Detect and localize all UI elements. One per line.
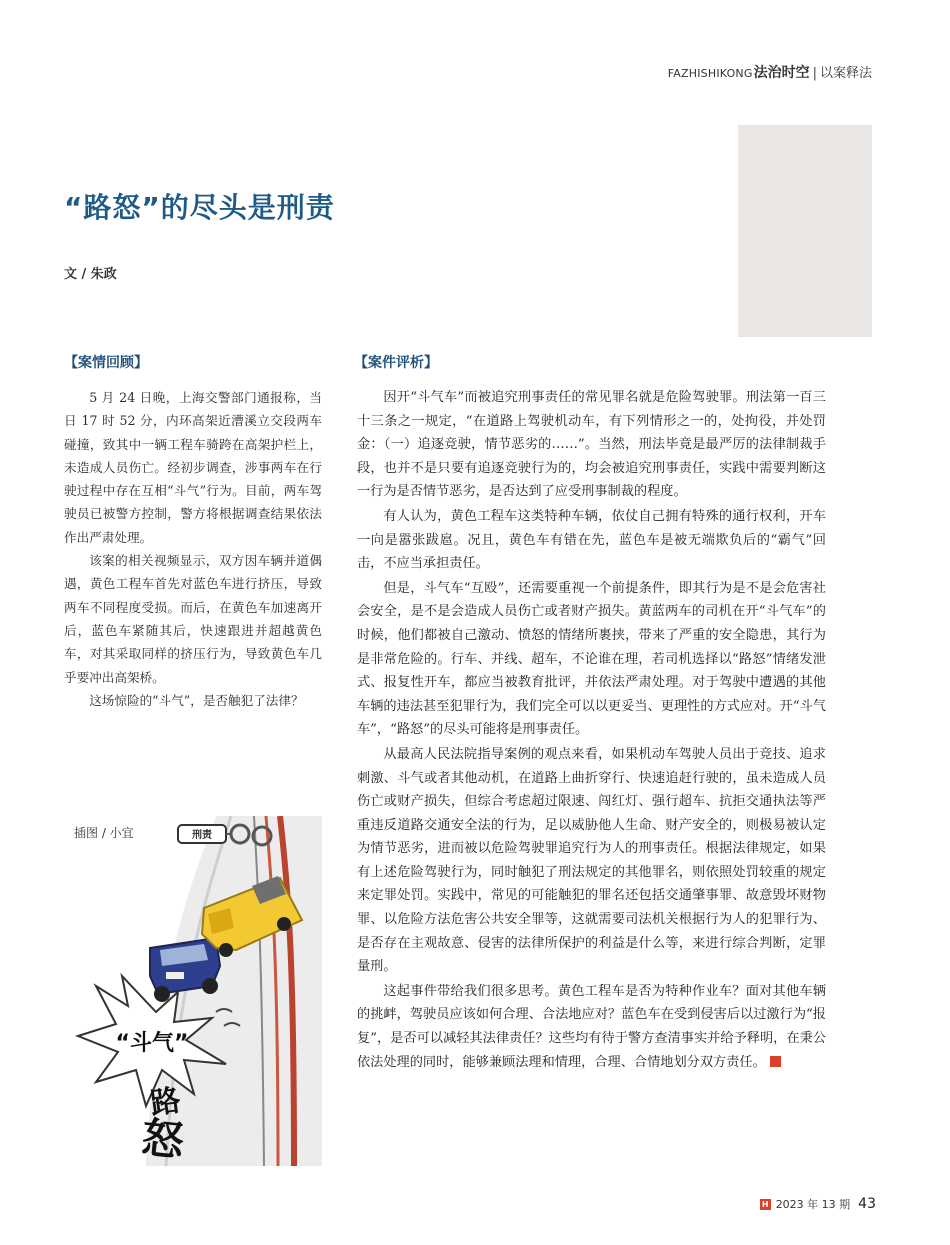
case-analysis-paragraph: 有人认为，黄色工程车这类特种车辆，依仗自己拥有特殊的通行权利，开车一向是嚣张跋扈。况且，黄色车有错在先，蓝色车是被无端欺负后的“霸气”回击，不应当承担责任。 bbox=[357, 508, 826, 572]
article-byline: 文 / 朱政 bbox=[64, 267, 117, 282]
case-analysis-last-text: 这起事件带给我们很多思考。黄色工程车是否为特种作业车？面对其他车辆的挑衅，驾驶员应该如何合理、合法地应对？蓝色车在受到侵害后以过激行为“报复”，是否可以减轻其法律责任？这些均有待于警方查清事实并给予释明，在秉公依法处理的同时，能够兼顾法理和情理，合理、合情地划分双方责任。 bbox=[357, 983, 826, 1070]
page-number: 43 bbox=[858, 1196, 876, 1212]
header-pinyin: FAZHISHIKONG bbox=[667, 67, 753, 80]
case-analysis-column bbox=[357, 386, 826, 1074]
article-title: “路怒”的尽头是刑责 bbox=[64, 191, 335, 224]
page-footer bbox=[760, 1196, 876, 1212]
header-subsection: 以案释法 bbox=[819, 66, 872, 81]
magazine-logo-icon: H bbox=[760, 1199, 771, 1210]
road-rage-illustration bbox=[66, 816, 322, 1166]
illustration-svg bbox=[66, 816, 322, 1166]
case-analysis-paragraph: 因开“斗气车”而被追究刑事责任的常见罪名就是危险驾驶罪。刑法第一百三十三条之一规定，“在道路上驾驶机动车，有下列情形之一的，处拘役，并处罚金：（一）追逐竞驶，情节恶劣的……”。当然，刑法毕竟是最严厉的法律制裁手段，也并不是只要有追逐竞驶行为的，均会被追究刑事责任，实践中需要判断这一行为是否情节恶劣，是否达到了应受刑事制裁的程度。 bbox=[357, 390, 826, 500]
case-review-heading: 【案情回顾】 bbox=[64, 355, 148, 371]
case-analysis-paragraph: 从最高人民法院指导案例的观点来看，如果机动车驾驶人员出于竞技、追求刺激、斗气或者其他动机，在道路上曲折穿行、快速追赶行驶的，虽未造成人员伤亡或财产损失，但综合考虑超过限速、闯红灯、强行超车、抗拒交通执法等严重违反道路交通安全法的行为，足以威胁他人生命、财产安全的，则极易被认定为情节恶劣，进而被以危险驾驶罪追究行为人的刑事责任。根据法律规定，如果有上述危险驾驶行为，同时触犯了刑法规定的其他罪名，则依照处罚较重的规定来定罪处罚。实践中，常见的可能触犯的罪名还包括交通肇事罪、故意毁坏财物罪、以危险方法危害公共安全罪等，这就需要司法机关根据行为人的犯罪行为、是否存在主观故意、侵害的法律所保护的利益是什么等，来进行综合判断，定罪量刑。 bbox=[357, 746, 826, 975]
case-review-paragraph: 这场惊险的“斗气”，是否触犯了法律？ bbox=[89, 692, 304, 708]
running-header bbox=[668, 62, 872, 82]
lu-character: 路 bbox=[148, 1083, 183, 1122]
case-review-paragraph: 该案的相关视频显示，双方因车辆并道偶遇，黄色工程车首先对蓝色车进行挤压，导致两车不同程度受损。而后，在黄色车加速离开后，蓝色车紧随其后，快速跟进并超越黄色车，对其采取同样的挤压行为，导致黄色车几乎要冲出高架桥。 bbox=[64, 553, 322, 685]
case-review-paragraph: 5 月 24 日晚，上海交警部门通报称，当日 17 时 52 分，内环高架近漕溪立交段两车碰撞，致其中一辆工程车骑跨在高架护栏上，未造成人员伤亡。经初步调查，涉事两车在行驶过程中存在互相“斗气”行为。目前，两车驾驶员已被警方控制，警方将根据调查结果依法作出严肃处理。 bbox=[64, 390, 322, 545]
case-review-column bbox=[64, 386, 322, 712]
header-separator: | bbox=[812, 66, 817, 81]
illustration-caption: 插图 / 小宜 bbox=[74, 826, 134, 840]
header-section: 法治时空 bbox=[753, 65, 810, 81]
douqi-text: “斗气” bbox=[115, 1031, 189, 1056]
end-mark-icon bbox=[770, 1056, 781, 1067]
issue-label: 2023 年 13 期 bbox=[775, 1198, 851, 1211]
nu-character: 怒 bbox=[139, 1112, 187, 1166]
case-analysis-paragraph: 但是，斗气车“互殴”，还需要重视一个前提条件，即其行为是不是会危害社会安全，是不是会造成人员伤亡或者财产损失。黄蓝两车的司机在开“斗气车”的时候，他们都被自己激动、愤怒的情绪所裹挟，带来了严重的安全隐患，其行为是非常危险的。行车、并线、超车，不论谁在理，若司机选择以“路怒”情绪发泄式、报复性开车，都应当被教育批评，并依法严肃处理。对于驾驶中遭遇的其他车辆的违法甚至犯罪行为，我们完全可以以更妥当、更理性的方式应对。开“斗气车”，“路怒”的尽头可能将是刑事责任。 bbox=[357, 580, 826, 738]
case-analysis-heading: 【案件评析】 bbox=[354, 355, 438, 371]
handcuff-tag-text: 刑责 bbox=[192, 830, 212, 841]
decorative-gray-block bbox=[738, 125, 872, 337]
case-analysis-paragraph-last bbox=[357, 980, 826, 1074]
